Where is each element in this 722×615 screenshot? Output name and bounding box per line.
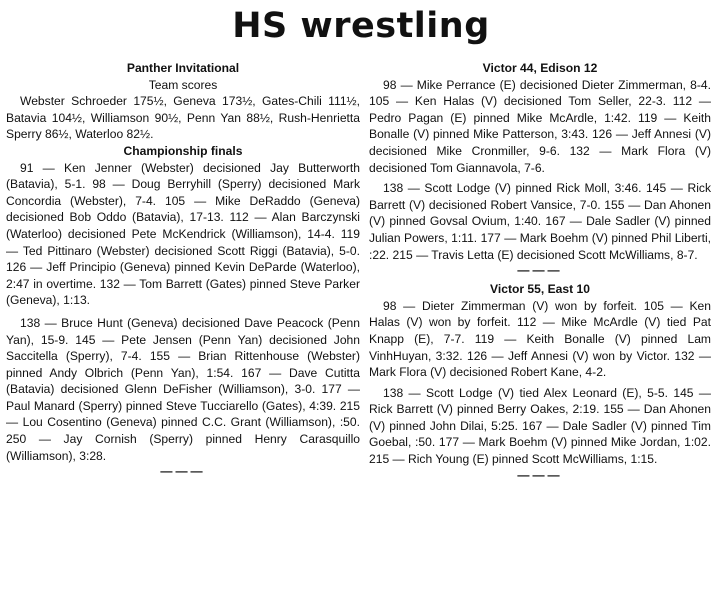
match2-paragraph-2: 138 — Scott Lodge (V) tied Alex Leonard (E), 5-5. 145 — Rick Barrett (V) pinned Berry Oakes, 2:19. 155 — Dan Ahonen (V) pinned John Dilai, 5:25. 167 — Dale Sadler (V) pinned Tim Goebal, :50. 177 — Mark Boehm (V) pinned Mike Jordan, 1:02. 215 — Rich Young (E) pinned Scott McWilliams, 1:15. <box>369 385 711 467</box>
left-column <box>6 60 360 478</box>
finals-paragraph-2: 138 — Bruce Hunt (Geneva) decisioned Dave Peacock (Penn Yan), 15-9. 145 — Pete Jensen (Penn Yan) decisioned John Saccitella (Sperry), 7-4. 155 — Brian Rittenhouse (Webster) pinned Andy Olbrich (Penn Yan), 1:54. 167 — Dave Cutitta (Batavia) decisioned Glenn DeFisher (Williamson), 3-0. 177 — Paul Manard (Sperry) pinned Steve Tucciarello (Gates), 4:39. 215 — Lou Cosentino (Geneva) pinned C.C. Grant (Williamson), :50. 250 — Jay Cornish (Sperry) pinned Henry Carasquillo (Williamson), 3:28. <box>6 315 360 463</box>
match1-title: Victor 44, Edison 12 <box>482 61 598 75</box>
right-column <box>369 60 711 482</box>
mid-rule: ——— <box>517 263 563 278</box>
headline: HS wrestling <box>232 6 490 46</box>
match2-paragraph-1: 98 — Dieter Zimmerman (V) won by forfeit. 105 — Ken Halas (V) won by forfeit. 112 — Mike McArdle (V) tied Pat Knapp (E), 7-7. 119 — Keith Bonalle (V) pinned Lam VinhHuyan, 3:32. 126 — Jeff Annesi (V) won by Victor. 132 — Mark Flora (V) decisioned Robert Kane, 4-2. <box>369 298 711 380</box>
finals-paragraph-1: 91 — Ken Jenner (Webster) decisioned Jay Butterworth (Batavia), 5-1. 98 — Doug Berryhill (Sperry) decisioned Mark Concordia (Webster), 7-4. 105 — Mike DeRaddo (Geneva) decisioned Bob Oddo (Batavia), 17-13. 112 — Alan Barczynski (Waterloo) decisioned Pete McKendrick (Williamson), 14-4. 119 — Ted Pittinaro (Webster) decisioned Scott Riggi (Batavia), 5-0. 126 — Jeff Principio (Geneva) pinned Kevin DeParde (Waterloo), 2:47 in overtime. 132 — Tom Barrett (Gates) pinned Steve Parker (Geneva), 1:13. <box>6 160 360 308</box>
event-title: Panther Invitational <box>126 61 240 75</box>
end-rule-right: ——— <box>517 467 563 482</box>
finals-title: Championship finals <box>123 143 243 158</box>
team-scores-text: Webster Schroeder 175½, Geneva 173½, Gates-Chili 111½, Batavia 104½, Williamson 90½, Penn Yan 88½, Rush-Henrietta Sperry 86½, Waterloo 82½. <box>6 94 360 142</box>
team-scores-title: Team scores <box>148 77 218 92</box>
match2-title: Victor 55, East 10 <box>490 282 590 297</box>
end-rule: ——— <box>160 464 206 479</box>
match1-paragraph-2: 138 — Scott Lodge (V) pinned Rick Moll, 3:46. 145 — Rick Barrett (V) decisioned Robert Vansice, 7-0. 155 — Dan Ahonen (V) pinned Govsal Ovium, 1:40. 167 — Dale Sadler (V) pinned Julian Powers, 1:11. 177 — Mark Boehm (V) pinned Phil Liberti, :22. 215 — Travis Letta (E) decisioned Scott McWilliams, 8-7. <box>369 181 711 262</box>
match1-paragraph-1: 98 — Mike Perrance (E) decisioned Dieter Zimmerman, 8-4. 105 — Ken Halas (V) decisioned Tom Seller, 22-3. 112 — Pedro Pagan (E) pinned Mike McArdle, 1:42. 119 — Keith Bonalle (V) pinned Mike Patterson, 3:43. 126 — Jeff Annesi (V) decisioned Mike Cronmiller, 9-6. 132 — Mark Flora (V) decisioned Tom Giannavola, 7-6. <box>369 77 711 175</box>
